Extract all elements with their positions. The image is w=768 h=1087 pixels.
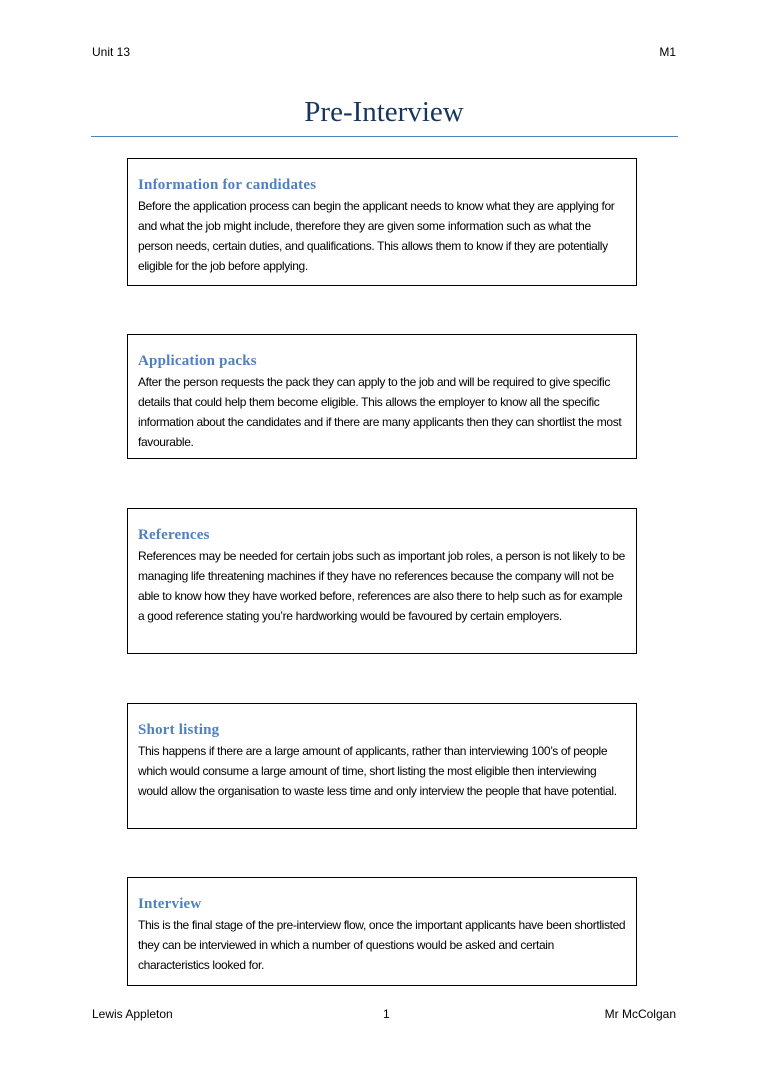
section-interview [127,877,637,986]
section-body: This happens if there are a large amount of applicants, rather than interviewing 100’s of people which would consume a large amount of time, short listing the most eligible then interviewing would allow the organisation to waste less time and only interview the people that have potential. [138,744,617,798]
section-body: After the person requests the pack they can apply to the job and will be required to give specific details that could help them become eligible. This allows the employer to know all the specific information about the candidates and if there are many applicants then they can shortlist the most favourable. [138,375,622,449]
footer-teacher: Mr McColgan [604,1007,676,1021]
section-heading: References [138,527,210,543]
header-criteria: M1 [659,45,676,59]
section-body: This is the final stage of the pre-interview flow, once the important applicants have been shortlisted they can be interviewed in which a number of questions would be asked and certain characteristics looked for. [138,918,626,972]
section-body: References may be needed for certain jobs such as important job roles, a person is not likely to be managing life threatening machines if they have no references because the company will not be able to know how they have worked before, references are also there to help such as for example a good reference stating you’re hardworking would be favoured by certain employers. [138,549,625,623]
section-heading: Short listing [138,722,220,738]
section-heading: Application packs [138,353,257,369]
section-body: Before the application process can begin the applicant needs to know what they are applying for and what the job might include, therefore they are given some information such as what the person needs, certain duties, and qualifications. This allows them to know if they are potentially eligible for the job before applying. [138,199,615,273]
section-information-for-candidates [127,158,637,286]
page-title: Pre-Interview [304,96,464,128]
title-divider [91,136,678,137]
section-references [127,508,637,654]
section-application-packs [127,334,637,459]
section-heading: Interview [138,896,202,912]
section-short-listing [127,703,637,829]
footer-page-number: 1 [383,1007,390,1021]
footer-author: Lewis Appleton [92,1007,173,1021]
header-unit: Unit 13 [92,45,131,59]
section-heading: Information for candidates [138,177,317,193]
